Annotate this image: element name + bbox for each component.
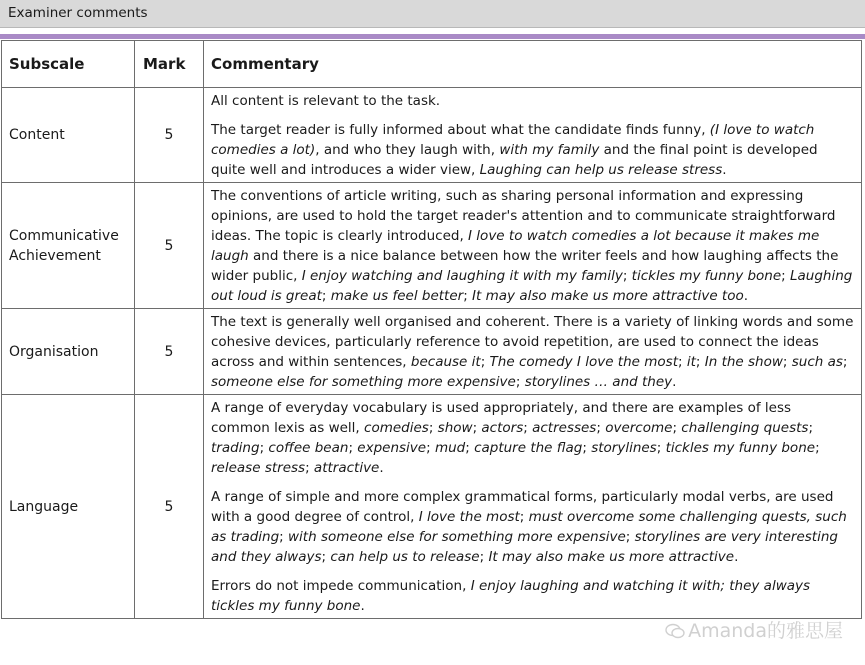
quoted-example: I love the most (418, 509, 520, 525)
commentary-text: . (722, 162, 727, 178)
commentary-cell (204, 395, 862, 619)
quoted-example: tickles my funny bone (631, 268, 782, 284)
commentary-text: A range of simple and more complex grammatical forms, particularly modal verbs, are used with a good degree of control, (211, 489, 834, 525)
wechat-icon (665, 623, 685, 639)
quoted-example: someone else for something more expensive (211, 374, 516, 390)
column-header-subscale: Subscale (2, 41, 135, 88)
quoted-example: storylines are very interesting and they always (211, 529, 838, 565)
commentary-text: ; (842, 354, 848, 370)
watermark-text: Amanda的雅思屋 (688, 620, 843, 642)
subscale-cell: Content (2, 88, 135, 183)
commentary-text: ; (480, 354, 490, 370)
quoted-example: storylines (591, 440, 657, 456)
commentary-cell (204, 88, 862, 183)
examiner-comments-table (1, 40, 862, 619)
commentary-text: ; (428, 420, 438, 436)
commentary-text: The text is generally well organised and coherent. There is a variety of linking words and some cohesive devices, particularly reference to avoid repetition, are used to connect the ideas across and within sentences, (211, 314, 854, 370)
commentary-text: ; (515, 374, 525, 390)
quoted-example: It may also make us more attractive too (472, 288, 744, 304)
commentary-text: ; (815, 440, 820, 456)
section-title: Examiner comments (8, 5, 148, 21)
commentary-text: ; (279, 529, 289, 545)
commentary-text: ; (656, 440, 666, 456)
quoted-example: (I love to watch comedies a lot) (211, 122, 815, 158)
commentary-text: ; (305, 460, 314, 476)
commentary-text: ; (523, 420, 533, 436)
commentary-text: ; (519, 509, 529, 525)
quoted-example: must overcome some challenging quests, such as trading (211, 509, 847, 545)
commentary-text: Errors do not impede communication, (211, 578, 471, 594)
mark-cell: 5 (135, 183, 204, 309)
commentary-text: ; (678, 354, 687, 370)
commentary-text: The target reader is fully informed about what the candidate finds funny, (211, 122, 710, 138)
quoted-example: actresses (532, 420, 597, 436)
quoted-example: Laughing out loud is great (211, 268, 853, 304)
commentary-paragraph (211, 120, 854, 180)
table-row (2, 183, 862, 309)
quoted-example: expensive (357, 440, 427, 456)
column-header-commentary: Commentary (204, 41, 862, 88)
quoted-example: make us feel better (330, 288, 464, 304)
commentary-paragraph (211, 487, 854, 567)
commentary-text: ; (479, 549, 489, 565)
commentary-text: ; (582, 440, 592, 456)
commentary-text: ; (321, 549, 331, 565)
commentary-paragraph (211, 91, 854, 111)
commentary-text: ; (782, 354, 792, 370)
quoted-example: I enjoy watching and laughing it with my family (301, 268, 623, 284)
quoted-example: It may also make us more attractive (488, 549, 735, 565)
quoted-example: because it (410, 354, 481, 370)
commentary-text: All content is relevant to the task. (211, 93, 441, 109)
commentary-text: . (734, 549, 739, 565)
quoted-example: storylines … and they (524, 374, 673, 390)
commentary-text: and there is a nice balance between how the writer feels and how laughing affects the wider public, (211, 248, 839, 284)
commentary-text: ; (622, 268, 632, 284)
mark-cell: 5 (135, 88, 204, 183)
watermark (665, 616, 843, 643)
commentary-text: ; (465, 440, 475, 456)
mark-cell: 5 (135, 395, 204, 619)
commentary-text: ; (463, 288, 473, 304)
commentary-paragraph (211, 398, 854, 478)
quoted-example: challenging quests (681, 420, 809, 436)
commentary-cell (204, 183, 862, 309)
quoted-example: release stress (211, 460, 306, 476)
commentary-paragraph (211, 186, 854, 306)
quoted-example: In the show (704, 354, 783, 370)
table-row (2, 395, 862, 619)
quoted-example: can help us to release (330, 549, 480, 565)
commentary-text: ; (426, 440, 435, 456)
table-row (2, 309, 862, 395)
commentary-text: ; (808, 420, 814, 436)
commentary-text: , and who they laugh with, (315, 142, 500, 158)
commentary-text: . (672, 374, 677, 390)
commentary-text: . (379, 460, 384, 476)
commentary-text: ; (348, 440, 358, 456)
commentary-text: ; (625, 529, 635, 545)
commentary-paragraph (211, 312, 854, 392)
quoted-example: with someone else for something more expensive (288, 529, 626, 545)
quoted-example: I enjoy laughing and watching it with; they always tickles my funny bone (211, 578, 811, 614)
commentary-text: ; (781, 268, 791, 284)
quoted-example: I love to watch comedies a lot because it makes me laugh (211, 228, 820, 264)
quoted-example: attractive (313, 460, 380, 476)
commentary-text: ; (321, 288, 331, 304)
quoted-example: The comedy I love the most (489, 354, 678, 370)
commentary-text: ; (695, 354, 705, 370)
commentary-text: . (360, 598, 365, 614)
quoted-example: coffee bean (268, 440, 349, 456)
table-header-row (2, 41, 862, 88)
quoted-example: Laughing can help us release stress (479, 162, 723, 178)
subscale-cell: Language (2, 395, 135, 619)
commentary-text: and the final point is developed quite well and introduces a wider view, (211, 142, 818, 178)
quoted-example: it (686, 354, 696, 370)
quoted-example: overcome (605, 420, 673, 436)
commentary-text: . (743, 288, 749, 304)
table-row (2, 88, 862, 183)
quoted-example: capture the flag (474, 440, 583, 456)
commentary-cell (204, 309, 862, 395)
quoted-example: mud (434, 440, 466, 456)
section-header (0, 0, 865, 28)
quoted-example: actors (481, 420, 524, 436)
quoted-example: comedies (364, 420, 429, 436)
mark-cell: 5 (135, 309, 204, 395)
quoted-example: trading (211, 440, 260, 456)
commentary-paragraph (211, 576, 854, 616)
commentary-text: ; (259, 440, 269, 456)
column-header-mark: Mark (135, 41, 204, 88)
commentary-text: ; (672, 420, 682, 436)
subscale-cell: Organisation (2, 309, 135, 395)
subscale-cell: Communicative Achievement (2, 183, 135, 309)
quoted-example: such as (791, 354, 843, 370)
commentary-text: A range of everyday vocabulary is used appropriately, and there are examples of less common lexis as well, (211, 400, 792, 436)
commentary-text: ; (596, 420, 606, 436)
quoted-example: with my family (499, 142, 600, 158)
quoted-example: show (437, 420, 473, 436)
accent-rule (0, 34, 865, 39)
commentary-text: The conventions of article writing, such as sharing personal information and expressing opinions, are used to hold the target reader's attention and to communicate straightforward ideas. The topic is clearly introduced, (211, 188, 836, 244)
commentary-text: ; (472, 420, 482, 436)
quoted-example: tickles my funny bone (665, 440, 816, 456)
